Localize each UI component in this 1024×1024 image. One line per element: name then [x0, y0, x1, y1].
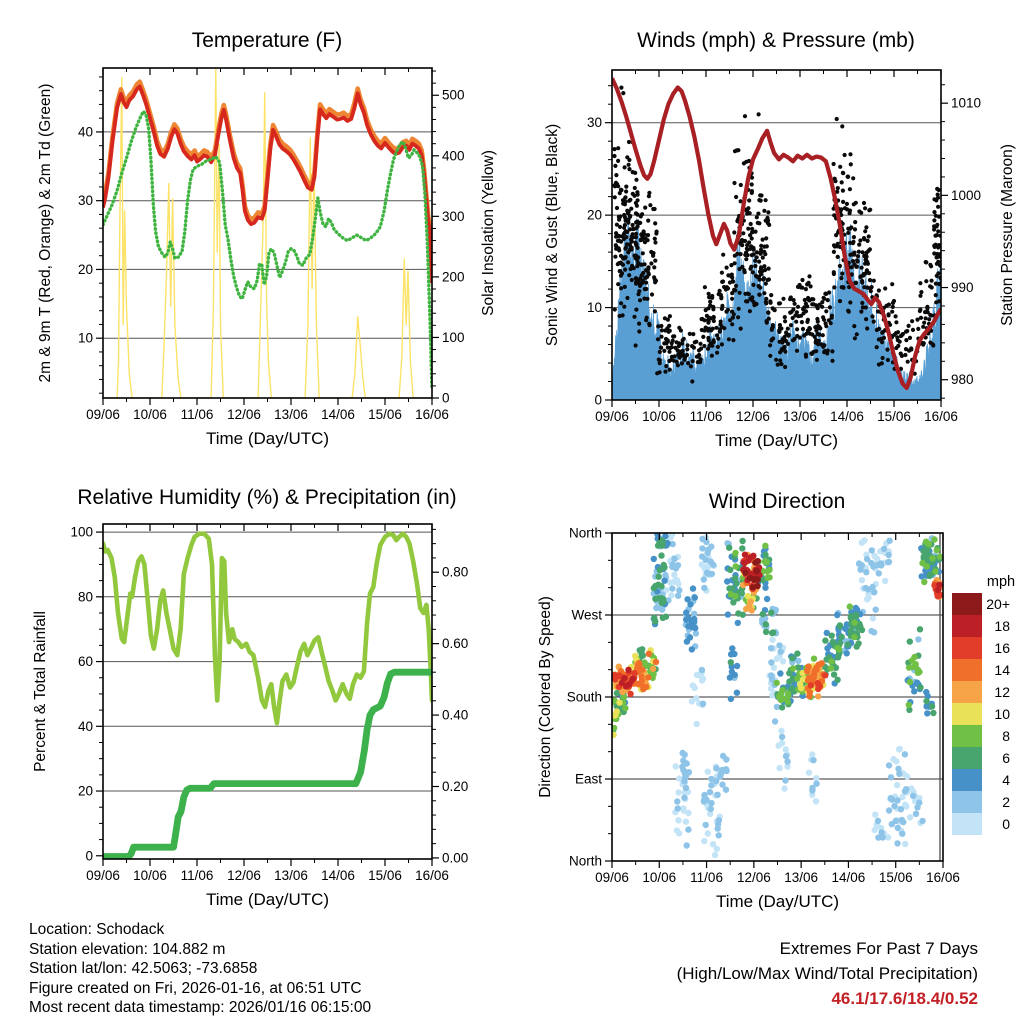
colorbar-band: [952, 703, 982, 725]
y-tick-label-left: 0: [85, 848, 93, 864]
colorbar-band: [952, 637, 982, 659]
colorbar-label: 2: [1002, 794, 1010, 810]
y-tick-label-left: 20: [77, 783, 93, 799]
x-tick-label: 15/06: [878, 870, 913, 885]
x-axis-title: Time (Day/UTC): [715, 892, 840, 911]
colorbar-label: 6: [1002, 750, 1010, 766]
station-info: [29, 920, 371, 1018]
y-tick-label-right: 0: [442, 390, 450, 406]
x-tick-label: 12/06: [227, 868, 261, 883]
wind-direction-dots: [609, 531, 943, 858]
colorbar-label: 20+: [986, 596, 1010, 612]
y-tick-label-right: 0.60: [442, 636, 469, 652]
speed-colorbar: [952, 574, 1015, 835]
colorbar-label: 12: [994, 684, 1010, 700]
x-tick-label: 15/06: [877, 409, 911, 424]
y-tick-label-right: 300: [442, 208, 465, 224]
colorbar-band: [952, 813, 982, 835]
colorbar-band: [952, 593, 982, 615]
y-tick-label-right: 400: [442, 148, 465, 164]
y-tick-label-right: 1000: [951, 187, 982, 203]
x-tick-label: 13/06: [274, 868, 308, 883]
y-tick-label-left: 30: [586, 115, 602, 131]
y-tick-label-left: 30: [77, 193, 93, 209]
colorbar-label: 0: [1002, 816, 1010, 832]
y-tick-label-left: 20: [77, 261, 93, 277]
y-tick-label-right: 0.40: [442, 707, 469, 723]
station-latlon: Station lat/lon: 42.5063; -73.6858: [29, 960, 258, 977]
colorbar-label: 16: [994, 640, 1010, 656]
x-tick-label: 10/06: [133, 868, 167, 883]
y-tick-label-right: 0.20: [442, 779, 469, 794]
x-tick-label: 11/06: [180, 407, 214, 422]
x-tick-label: 12/06: [736, 870, 771, 885]
data-timestamp: Most recent data timestamp: 2026/01/16 06:15:00: [29, 999, 372, 1016]
chart-title: Winds (mph) & Pressure (mb): [637, 29, 915, 52]
extremes-title: Extremes For Past 7 Days: [779, 939, 978, 958]
x-tick-label: 10/06: [133, 407, 167, 422]
x-tick-label: 11/06: [180, 868, 214, 883]
y-tick-label-right: 0.80: [442, 564, 469, 580]
y-tick-label-left: 10: [586, 300, 602, 316]
x-tick-label: 13/06: [274, 407, 308, 422]
temperature-chart: [37, 29, 497, 448]
y-tick-label-right: 100: [442, 329, 465, 345]
y-tick-label-left: 100: [70, 524, 93, 540]
x-tick-label: 13/06: [784, 870, 819, 885]
y-axis-title-left: Direction (Colored By Speed): [537, 596, 554, 798]
colorbar-band: [952, 615, 982, 637]
x-tick-label: 16/06: [415, 868, 449, 883]
colorbar-label: 8: [1002, 728, 1010, 744]
y-tick-label-right: 500: [442, 87, 465, 103]
y-axis-title-right: Station Pressure (Maroon): [999, 144, 1016, 326]
y-tick-label-left: 40: [77, 718, 93, 734]
x-tick-label: 16/06: [924, 409, 958, 424]
y-tick-label-right: 200: [442, 269, 465, 285]
colorbar-band: [952, 681, 982, 703]
x-tick-label: 10/06: [642, 409, 676, 424]
humidity-precip-chart: [32, 486, 468, 909]
colorbar-band: [952, 747, 982, 769]
y-tick-label-right: 990: [951, 280, 974, 296]
y-tick-label-right: 0.00: [442, 850, 469, 866]
figure-created: Figure created on Fri, 2026-01-16, at 06:51 UTC: [29, 979, 362, 997]
y-tick-label-left: 40: [77, 124, 93, 140]
extremes-values: 46.1/17.6/18.4/0.52: [831, 989, 978, 1008]
colorbar-band: [952, 769, 982, 791]
x-tick-label: 12/06: [227, 407, 261, 422]
y-tick-label-left: North: [568, 853, 602, 869]
x-tick-label: 15/06: [368, 407, 402, 422]
chart-title: Temperature (F): [191, 29, 343, 52]
x-tick-label: 09/06: [595, 409, 629, 424]
y-tick-label-left: 80: [77, 589, 93, 605]
x-tick-label: 09/06: [595, 870, 629, 885]
x-tick-label: 10/06: [642, 870, 677, 885]
x-tick-label: 09/06: [86, 868, 120, 883]
x-axis-title: Time (Day/UTC): [205, 429, 330, 448]
x-tick-label: 11/06: [689, 409, 723, 424]
wind-direction-chart: [537, 490, 960, 911]
colorbar-label: 14: [994, 662, 1010, 678]
x-tick-label: 11/06: [690, 870, 723, 885]
colorbar-label: 18: [994, 618, 1010, 634]
y-axis-title-left: 2m & 9m T (Red, Orange) & 2m Td (Green): [37, 83, 54, 383]
extremes-subtitle: (High/Low/Max Wind/Total Precipitation): [676, 964, 978, 983]
colorbar-band: [952, 725, 982, 747]
y-axis-title-right: Solar Insolation (Yellow): [480, 150, 497, 316]
colorbar-label: 4: [1002, 772, 1010, 788]
winds-pressure-chart: [544, 29, 1016, 450]
y-tick-label-left: South: [566, 689, 602, 705]
x-tick-label: 14/06: [830, 409, 864, 424]
colorbar-band: [952, 791, 982, 813]
colorbar-title: mph: [986, 574, 1016, 590]
y-tick-label-left: 0: [594, 392, 602, 408]
x-axis-title: Time (Day/UTC): [205, 890, 330, 909]
x-tick-label: 14/06: [321, 868, 355, 883]
colorbar-label: 10: [994, 706, 1010, 722]
extremes-summary: [677, 936, 978, 1011]
x-tick-label: 12/06: [736, 409, 770, 424]
station-location: Location: Schodack: [29, 921, 165, 938]
x-tick-label: 16/06: [415, 407, 449, 422]
station-elevation: Station elevation: 104.882 m: [29, 940, 226, 958]
y-axis-title-left: Sonic Wind & Gust (Blue, Black): [544, 123, 561, 347]
y-tick-label-left: East: [574, 771, 602, 787]
chart-title: Wind Direction: [708, 490, 846, 513]
x-tick-label: 13/06: [783, 409, 817, 424]
x-tick-label: 14/06: [321, 407, 355, 422]
y-axis-title-left: Percent & Total Rainfall: [32, 611, 49, 772]
x-tick-label: 16/06: [926, 870, 960, 885]
y-tick-label-left: North: [568, 525, 602, 541]
x-tick-label: 14/06: [831, 870, 866, 885]
colorbar-band: [952, 659, 982, 681]
y-tick-label-right: 1010: [951, 95, 982, 111]
y-tick-label-left: 60: [77, 654, 93, 670]
x-tick-label: 09/06: [86, 407, 120, 422]
chart-title: Relative Humidity (%) & Precipitation (in): [77, 486, 457, 509]
y-tick-label-left: 20: [586, 207, 602, 223]
y-tick-label-right: 980: [951, 372, 974, 388]
x-tick-label: 15/06: [368, 868, 402, 883]
y-tick-label-left: West: [571, 607, 602, 623]
x-axis-title: Time (Day/UTC): [714, 431, 839, 450]
y-tick-label-left: 10: [77, 330, 93, 346]
